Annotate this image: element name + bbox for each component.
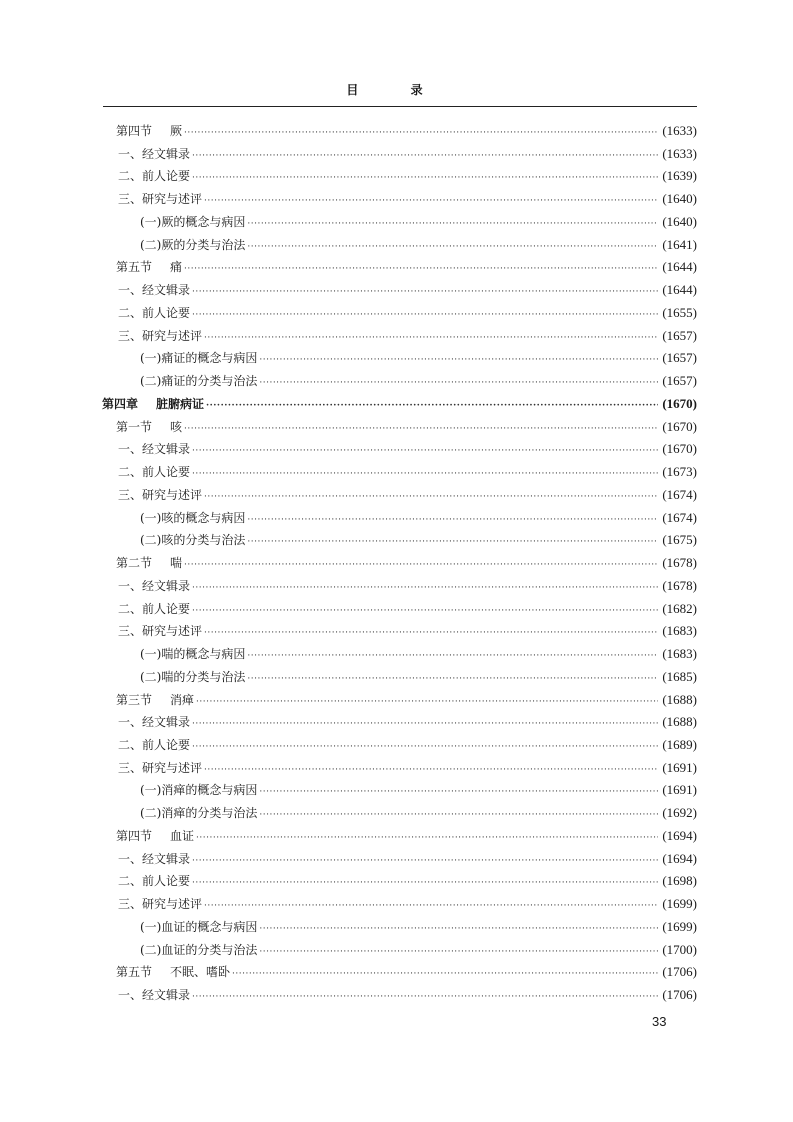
toc-entry-label: [140, 531, 245, 548]
toc-entry-label: [118, 486, 202, 503]
dot-leader: [192, 446, 658, 456]
toc-entry-sub[interactable]: [118, 440, 697, 460]
entry-number: 二、前人论要: [118, 169, 191, 184]
dot-leader: [192, 287, 658, 297]
toc-entry-sub[interactable]: [118, 167, 697, 187]
toc-entry-subsub[interactable]: [140, 918, 697, 938]
toc-entry-label: [116, 418, 182, 435]
dot-leader: [204, 901, 658, 911]
header-rule: [103, 106, 697, 107]
toc-entry-subsub[interactable]: [140, 509, 697, 529]
toc-entry-page: (1633): [662, 145, 697, 161]
toc-entry-label: [116, 827, 194, 844]
toc-entry-section[interactable]: [116, 122, 697, 142]
dot-leader: [204, 333, 658, 343]
toc-entry-label: [140, 349, 257, 366]
toc-entry-label: [116, 691, 194, 708]
toc-entry-sub[interactable]: [118, 463, 697, 483]
entry-number: (一)喘的概念与病因: [140, 647, 246, 662]
toc-entry-page: (1641): [662, 236, 697, 252]
entry-number: 第四节: [116, 124, 153, 138]
toc-entry-page: (1683): [662, 623, 697, 639]
toc-entry-label: [118, 713, 190, 730]
dot-leader: [259, 924, 658, 934]
toc-entry-page: (1694): [662, 850, 697, 866]
toc-entry-sub[interactable]: [118, 281, 697, 301]
toc-entry-page: (1644): [662, 282, 697, 298]
toc-entry-label: [118, 736, 190, 753]
toc-entry-label: [118, 577, 190, 594]
entry-number: 第二节: [116, 556, 153, 571]
toc-entry-label: [118, 463, 190, 480]
dot-leader: [204, 765, 658, 775]
toc-entry-sub[interactable]: [118, 986, 697, 1006]
entry-number: 第四节: [116, 828, 153, 843]
toc-entry-sub[interactable]: [118, 577, 697, 597]
entry-number: (二)痛证的分类与治法: [140, 374, 258, 389]
entry-number: 二、前人论要: [118, 737, 191, 752]
entry-number: 二、前人论要: [118, 601, 191, 616]
dot-leader: [196, 697, 658, 707]
toc-entry-sub[interactable]: [118, 872, 697, 892]
toc-entry-sub[interactable]: [118, 759, 697, 779]
dot-leader: [192, 583, 658, 593]
toc-entry-subsub[interactable]: [140, 804, 697, 824]
toc-entry-page: (1706): [662, 987, 697, 1003]
entry-number: (一)痛证的概念与病因: [140, 351, 258, 366]
toc-entry-label: [140, 804, 257, 821]
toc-entry-page: (1633): [662, 123, 697, 138]
entry-number: 三、研究与述评: [118, 897, 203, 912]
entry-number: 一、经文辑录: [118, 715, 191, 730]
dot-leader: [192, 151, 658, 161]
toc-entry-section[interactable]: [116, 963, 697, 983]
toc-entry-page: (1699): [662, 918, 697, 934]
dot-leader: [184, 128, 658, 138]
toc-entry-page: (1674): [662, 486, 697, 502]
toc-entry-sub[interactable]: [118, 895, 697, 915]
dot-leader: [204, 492, 658, 502]
toc-entry-page: (1689): [662, 736, 697, 752]
toc-entry-page: (1657): [662, 373, 697, 389]
toc-entry-label: [118, 327, 202, 344]
entry-number: 一、经文辑录: [118, 988, 191, 1003]
toc-entry-label: [140, 645, 245, 662]
toc-entry-label: [118, 281, 190, 298]
toc-entry-page: (1670): [662, 441, 697, 457]
dot-leader: [192, 310, 658, 320]
toc-entry-page: (1698): [662, 873, 697, 889]
dot-leader: [184, 424, 658, 434]
toc-entry-sub[interactable]: [118, 145, 697, 165]
dot-leader: [232, 969, 658, 979]
toc-entry-page: (1678): [662, 577, 697, 593]
entry-number: 三、研究与述评: [118, 624, 203, 639]
entry-title: 不眠、嗜卧: [170, 965, 231, 980]
dot-leader: [259, 787, 658, 797]
dot-leader: [192, 173, 658, 183]
entry-title: 厥: [170, 124, 183, 138]
toc-entry-label: [140, 236, 245, 253]
toc-entry-sub[interactable]: [118, 327, 697, 347]
toc-entry-page: (1706): [662, 964, 697, 980]
dot-leader: [259, 378, 658, 388]
toc-entry-page: (1691): [662, 782, 697, 798]
toc-entry-label: [118, 759, 202, 776]
toc-entry-page: (1670): [662, 395, 697, 411]
toc-entry-label: [116, 122, 182, 139]
toc-entry-chapter[interactable]: [102, 395, 697, 415]
dot-leader: [192, 469, 658, 479]
toc-entry-sub[interactable]: [118, 600, 697, 620]
toc-entry-page: (1682): [662, 600, 697, 616]
entry-title: 喘: [170, 556, 183, 571]
entry-number: 三、研究与述评: [118, 328, 203, 343]
toc-entry-label: [140, 668, 245, 685]
entry-title: 痛: [170, 260, 183, 275]
toc-entry-label: [118, 872, 190, 889]
entry-number: 二、前人论要: [118, 305, 191, 320]
toc-entry-section[interactable]: [116, 554, 697, 574]
toc-entry-page: (1691): [662, 759, 697, 775]
toc-entry-subsub[interactable]: [140, 372, 697, 392]
toc-entry-sub[interactable]: [118, 850, 697, 870]
toc-entry-page: (1678): [662, 555, 697, 571]
entry-number: 三、研究与述评: [118, 487, 203, 502]
dot-leader: [206, 401, 658, 411]
toc-entry-label: [140, 509, 245, 526]
entry-number: (一)消瘅的概念与病因: [140, 783, 258, 798]
toc-entry-label: [118, 600, 190, 617]
entry-number: (一)厥的概念与病因: [140, 214, 246, 229]
toc-entry-page: (1657): [662, 350, 697, 366]
dot-leader: [204, 628, 658, 638]
toc-entry-label: [118, 986, 190, 1003]
toc-entry-page: (1640): [662, 191, 697, 207]
toc-entry-section[interactable]: [116, 827, 697, 847]
toc-entry-label: [116, 554, 182, 571]
toc-entry-subsub[interactable]: [140, 645, 697, 665]
entry-title: 血证: [170, 828, 195, 843]
entry-number: (一)血证的概念与病因: [140, 919, 258, 934]
toc-entry-page: (1673): [662, 464, 697, 480]
entry-number: 三、研究与述评: [118, 192, 203, 207]
toc-entry-label: [118, 440, 190, 457]
toc-entry-page: (1699): [662, 896, 697, 912]
toc-entry-subsub[interactable]: [140, 781, 697, 801]
toc-entry-subsub[interactable]: [140, 941, 697, 961]
toc-entry-page: (1692): [662, 805, 697, 821]
entry-number: 一、经文辑录: [118, 442, 191, 457]
toc-entry-label: [118, 304, 190, 321]
toc-entry-page: (1685): [662, 668, 697, 684]
toc-entry-page: (1639): [662, 168, 697, 184]
dot-leader: [204, 196, 658, 206]
entry-number: (一)咳的概念与病因: [140, 510, 246, 525]
toc-entry-page: (1700): [662, 941, 697, 957]
entry-number: (二)血证的分类与治法: [140, 942, 258, 957]
entry-number: 一、经文辑录: [118, 851, 191, 866]
dot-leader: [184, 264, 658, 274]
toc-entry-label: [140, 781, 257, 798]
toc-entry-label: [140, 941, 257, 958]
toc-entry-sub[interactable]: [118, 304, 697, 324]
toc-entry-label: [116, 963, 230, 980]
toc-entry-subsub[interactable]: [140, 531, 697, 551]
dot-leader: [247, 515, 658, 525]
entry-number: 第五节: [116, 965, 153, 980]
dot-leader: [196, 833, 658, 843]
toc-entry-label: [118, 190, 202, 207]
entry-number: 第三节: [116, 692, 153, 707]
toc-entry-label: [118, 167, 190, 184]
toc-entry-sub[interactable]: [118, 622, 697, 642]
entry-number: 一、经文辑录: [118, 146, 191, 161]
toc-entry-subsub[interactable]: [140, 668, 697, 688]
entry-number: 第一节: [116, 419, 153, 434]
toc-entry-page: (1675): [662, 532, 697, 548]
toc-entry-label: [118, 622, 202, 639]
dot-leader: [247, 242, 658, 252]
entry-number: (二)喘的分类与治法: [140, 669, 246, 684]
entry-number: (二)咳的分类与治法: [140, 533, 246, 548]
toc-entry-label: [116, 258, 182, 275]
entry-title: 咳: [170, 419, 183, 434]
page-number: 33: [652, 1014, 667, 1029]
toc-entry-page: (1674): [662, 509, 697, 525]
entry-number: 二、前人论要: [118, 465, 191, 480]
dot-leader: [192, 719, 658, 729]
entry-number: 二、前人论要: [118, 874, 191, 889]
toc-entry-subsub[interactable]: [140, 349, 697, 369]
entry-number: 三、研究与述评: [118, 760, 203, 775]
entry-number: (二)消瘅的分类与治法: [140, 806, 258, 821]
dot-leader: [259, 810, 658, 820]
dot-leader: [192, 992, 658, 1002]
entry-number: 一、经文辑录: [118, 283, 191, 298]
toc-entry-label: [118, 895, 202, 912]
toc-entry-sub[interactable]: [118, 190, 697, 210]
entry-number: 一、经文辑录: [118, 578, 191, 593]
entry-number: 第五节: [116, 260, 153, 275]
toc-entry-page: (1644): [662, 259, 697, 275]
toc-entry-subsub[interactable]: [140, 236, 697, 256]
toc-entry-sub[interactable]: [118, 713, 697, 733]
toc-entry-page: (1640): [662, 213, 697, 229]
dot-leader: [192, 878, 658, 888]
toc-entry-page: (1655): [662, 304, 697, 320]
toc-entry-label: [118, 850, 190, 867]
toc-entry-label: [140, 372, 257, 389]
toc-entry-page: (1688): [662, 691, 697, 707]
dot-leader: [247, 651, 658, 661]
toc-entry-section[interactable]: [116, 418, 697, 438]
toc-entry-sub[interactable]: [118, 486, 697, 506]
toc-entry-label: [140, 918, 257, 935]
page-header-title: 目 录: [346, 83, 447, 97]
toc-entry-label: [118, 145, 190, 162]
dot-leader: [259, 355, 658, 365]
toc-entry-page: (1694): [662, 827, 697, 843]
dot-leader: [192, 606, 658, 616]
toc-entry-page: (1683): [662, 646, 697, 662]
toc-entry-page: (1688): [662, 714, 697, 730]
toc-entry-page: (1657): [662, 327, 697, 343]
dot-leader: [184, 560, 658, 570]
entry-title: 脏腑病证: [156, 396, 205, 411]
entry-number: 第四章: [102, 396, 139, 411]
entry-title: 消瘅: [170, 692, 195, 707]
dot-leader: [247, 537, 658, 547]
dot-leader: [192, 742, 658, 752]
toc-entry-page: (1670): [662, 418, 697, 434]
dot-leader: [247, 219, 658, 229]
entry-number: (二)厥的分类与治法: [140, 237, 246, 252]
toc-entry-sub[interactable]: [118, 736, 697, 756]
dot-leader: [247, 674, 658, 684]
toc-entry-section[interactable]: [116, 691, 697, 711]
toc-entry-subsub[interactable]: [140, 213, 697, 233]
toc-entry-label: [102, 395, 204, 412]
dot-leader: [192, 856, 658, 866]
dot-leader: [259, 947, 658, 957]
toc-entry-label: [140, 213, 245, 230]
toc-entry-section[interactable]: [116, 258, 697, 278]
